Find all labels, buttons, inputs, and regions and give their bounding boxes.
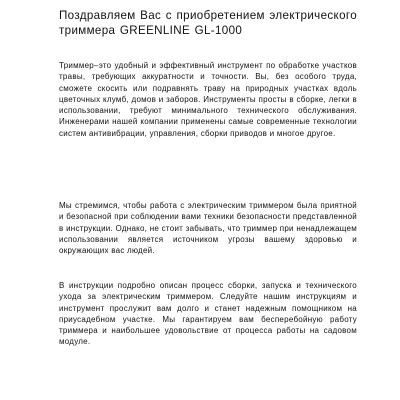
page-title: Поздравляем Вас с приобретением электрического триммера GREENLINE GL-1000	[59, 9, 357, 37]
instructions-paragraph: В инструкции подробно описан процесс сборки, запуска и технического ухода за электрическим триммером. Следуйте нашим инструкциям и инструмент прослужит вам долго и станет надежным помощником на приусадебном участке. Мы гарантируем вам бесперебойную работу триммера и наибольшее удовольствие от процесса работы на садовом модуле.	[59, 281, 357, 347]
intro-paragraph: Триммер–это удобный и эффективный инструмент по обработке участков травы, требующих аккуратности и точности. Вы, без особого труда, сможете скосить или подравнять траву на природных участках вдоль цветочных клумб, домов и заборов. Инструменты просты в сборке, легки в использовании, требуют минимального технического обслуживания. Инженерами нашей компании применены самые современные технологии систем антивибрации, управления, сборки приводов и многое другое.	[59, 61, 357, 138]
safety-paragraph: Мы стремимся, чтобы работа с электрическим триммером была приятной и безопасной при соблюдении вами техники безопасности представленной в инструкции. Однако, не стоит забывать, что триммер при ненадлежащем использовании является источником угрозы вашему здоровью и окружающих вас людей.	[59, 201, 357, 256]
